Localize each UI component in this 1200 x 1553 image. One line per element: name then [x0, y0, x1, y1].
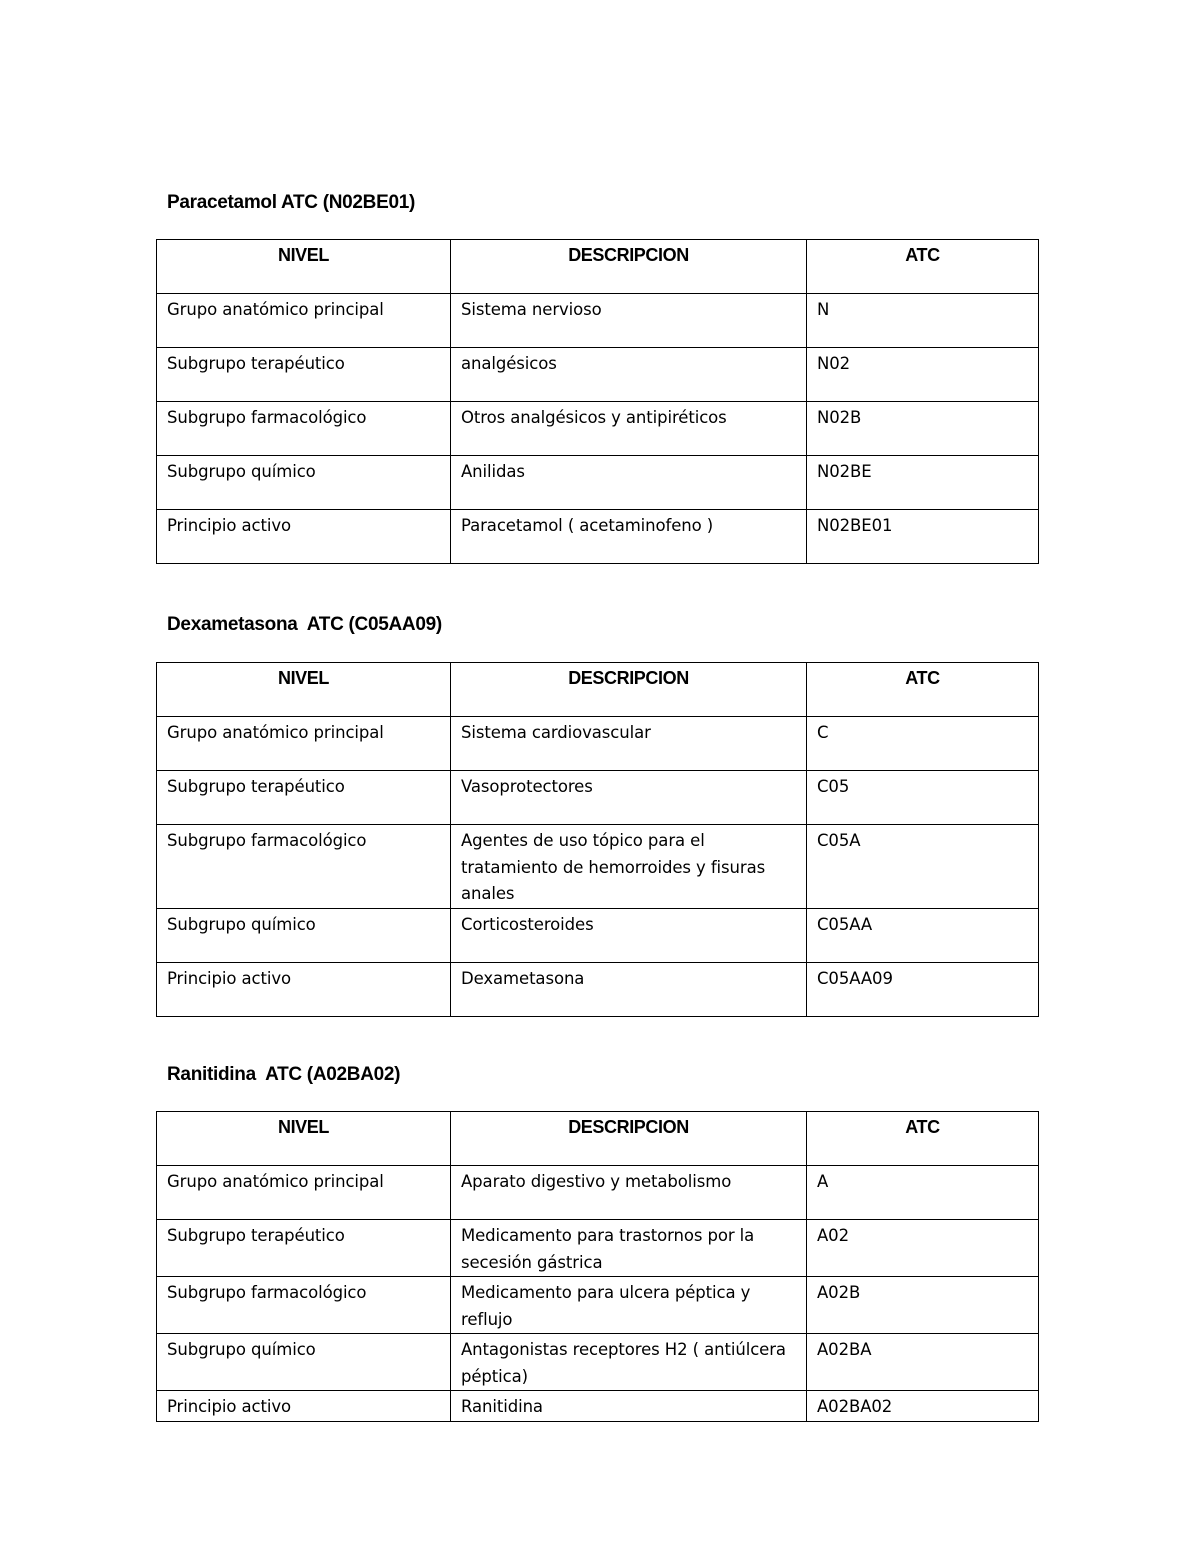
cell-atc: C05AA: [807, 908, 1039, 962]
cell-descripcion: Agentes de uso tópico para el tratamiento de hemorroides y fisuras anales: [451, 825, 807, 909]
cell-atc: A02BA02: [807, 1391, 1039, 1422]
cell-nivel: Principio activo: [157, 1391, 451, 1422]
cell-nivel: Subgrupo farmacológico: [157, 825, 451, 909]
cell-nivel: Grupo anatómico principal: [157, 1166, 451, 1220]
table-header-row: [157, 240, 1039, 294]
table-row: [157, 717, 1039, 771]
cell-atc: N02BE01: [807, 510, 1039, 564]
table-header-row: [157, 1112, 1039, 1166]
atc-table: [156, 662, 1039, 1017]
cell-descripcion: Otros analgésicos y antipiréticos: [451, 402, 807, 456]
table-row: [157, 294, 1039, 348]
cell-descripcion: Anilidas: [451, 456, 807, 510]
cell-atc: C: [807, 717, 1039, 771]
cell-descripcion: Sistema cardiovascular: [451, 717, 807, 771]
atc-table: [156, 1111, 1039, 1422]
cell-nivel: Principio activo: [157, 510, 451, 564]
cell-descripcion: Dexametasona: [451, 962, 807, 1016]
table-row: [157, 962, 1039, 1016]
table-row: [157, 1166, 1039, 1220]
cell-atc: N02B: [807, 402, 1039, 456]
section-title: Dexametasona ATC (C05AA09): [167, 614, 442, 635]
table-row: [157, 771, 1039, 825]
cell-atc: C05A: [807, 825, 1039, 909]
table-row: [157, 1277, 1039, 1334]
cell-nivel: Subgrupo terapéutico: [157, 1220, 451, 1277]
cell-nivel: Subgrupo químico: [157, 1334, 451, 1391]
cell-nivel: Subgrupo farmacológico: [157, 402, 451, 456]
table-row: [157, 908, 1039, 962]
cell-atc: A: [807, 1166, 1039, 1220]
cell-descripcion: Corticosteroides: [451, 908, 807, 962]
cell-nivel: Subgrupo químico: [157, 908, 451, 962]
cell-descripcion: Vasoprotectores: [451, 771, 807, 825]
cell-descripcion: Aparato digestivo y metabolismo: [451, 1166, 807, 1220]
table-row: [157, 348, 1039, 402]
table-row: [157, 1391, 1039, 1422]
cell-nivel: Subgrupo farmacológico: [157, 1277, 451, 1334]
cell-atc: C05: [807, 771, 1039, 825]
header-nivel: NIVEL: [157, 240, 451, 294]
table-row: [157, 456, 1039, 510]
section-title: Ranitidina ATC (A02BA02): [167, 1064, 401, 1085]
cell-nivel: Subgrupo terapéutico: [157, 771, 451, 825]
cell-atc: A02BA: [807, 1334, 1039, 1391]
cell-descripcion: Ranitidina: [451, 1391, 807, 1422]
header-atc: ATC: [807, 663, 1039, 717]
cell-nivel: Grupo anatómico principal: [157, 294, 451, 348]
header-descripcion: DESCRIPCION: [451, 240, 807, 294]
header-nivel: NIVEL: [157, 1112, 451, 1166]
cell-descripcion: Paracetamol ( acetaminofeno ): [451, 510, 807, 564]
atc-table: [156, 239, 1039, 564]
cell-atc: A02B: [807, 1277, 1039, 1334]
cell-nivel: Principio activo: [157, 962, 451, 1016]
cell-nivel: Subgrupo terapéutico: [157, 348, 451, 402]
cell-descripcion: analgésicos: [451, 348, 807, 402]
table-header-row: [157, 663, 1039, 717]
table-row: [157, 825, 1039, 909]
cell-descripcion: Antagonistas receptores H2 ( antiúlcera péptica): [451, 1334, 807, 1391]
table-row: [157, 402, 1039, 456]
cell-atc: A02: [807, 1220, 1039, 1277]
cell-descripcion: Medicamento para trastornos por la secesión gástrica: [451, 1220, 807, 1277]
cell-descripcion: Sistema nervioso: [451, 294, 807, 348]
cell-atc: N02: [807, 348, 1039, 402]
cell-descripcion: Medicamento para ulcera péptica y reflujo: [451, 1277, 807, 1334]
section-title: Paracetamol ATC (N02BE01): [167, 192, 416, 213]
cell-atc: N: [807, 294, 1039, 348]
header-atc: ATC: [807, 1112, 1039, 1166]
table-row: [157, 1334, 1039, 1391]
table-row: [157, 1220, 1039, 1277]
header-descripcion: DESCRIPCION: [451, 1112, 807, 1166]
header-nivel: NIVEL: [157, 663, 451, 717]
header-atc: ATC: [807, 240, 1039, 294]
cell-nivel: Grupo anatómico principal: [157, 717, 451, 771]
table-row: [157, 510, 1039, 564]
cell-atc: C05AA09: [807, 962, 1039, 1016]
cell-nivel: Subgrupo químico: [157, 456, 451, 510]
header-descripcion: DESCRIPCION: [451, 663, 807, 717]
cell-atc: N02BE: [807, 456, 1039, 510]
